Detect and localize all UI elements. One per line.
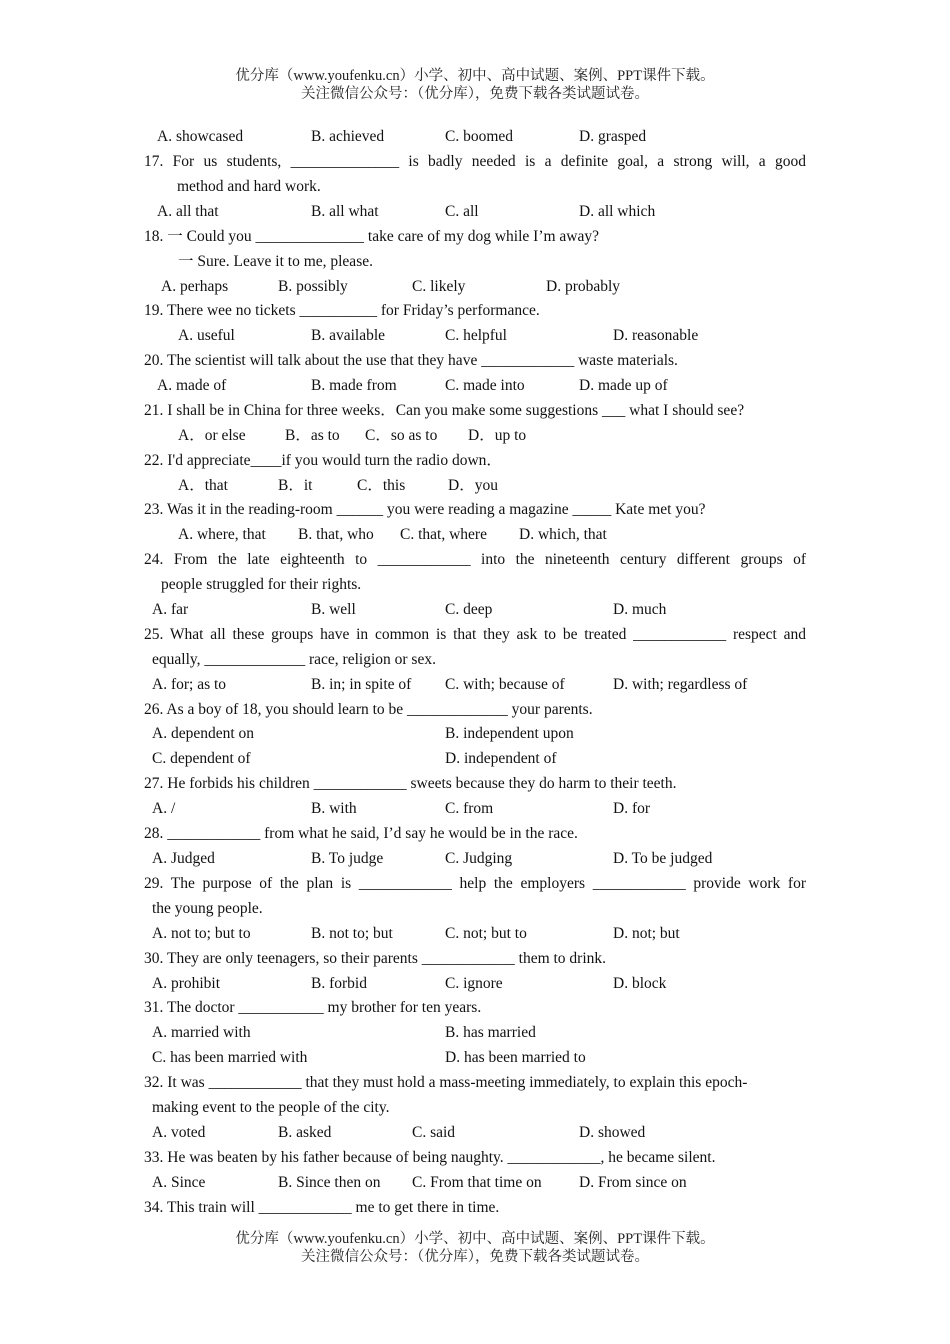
q32-option-d: D. showed — [579, 1124, 646, 1141]
header-line-1: 优分库（www.youfenku.cn）小学、初中、高中试题、案例、PPT课件下载。 — [235, 68, 715, 84]
q24-option-b: B. well — [311, 601, 356, 618]
q17-option-a: A. all that — [157, 203, 219, 220]
q23-option-b: B. that, who — [298, 526, 374, 543]
q29-option-b: B. not to; but — [311, 925, 393, 942]
q32-option-b: B. asked — [278, 1124, 332, 1141]
q32-stem-line-2: making event to the people of the city. — [152, 1099, 390, 1116]
q25-stem-line-2: equally, _____________ race, religion or sex. — [152, 651, 436, 668]
footer-line-2: 关注微信公众号：（优分库），免费下载各类试题试卷。 — [301, 1249, 649, 1265]
q31-option-b: B. has married — [445, 1024, 536, 1041]
q28-stem-line-1: 28. ____________ from what he said, I’d say he would be in the race. — [144, 825, 578, 842]
q29-stem-line-1: 29. The purpose of the plan is ____________ help the employers ____________ provide work for — [144, 875, 806, 892]
q20-option-c: C. made into — [445, 377, 525, 394]
q18-option-a: A. perhaps — [161, 278, 229, 295]
q26-option-a: A. dependent on — [152, 725, 255, 742]
q31-option-d: D. has been married to — [445, 1049, 586, 1066]
q19-option-d: D. reasonable — [613, 327, 699, 344]
page-footer — [0, 1230, 950, 1266]
q26-stem-line-1: 26. As a boy of 18, you should learn to be _____________ your parents. — [144, 701, 593, 718]
q28-option-b: B. To judge — [311, 850, 384, 867]
q33-option-c: C. From that time on — [412, 1174, 542, 1191]
q25-option-a: A. for; as to — [152, 676, 227, 693]
q29-stem-line-2: the young people. — [152, 900, 263, 917]
q17-stem-line-1: 17. For us students, ______________ is badly needed is a definite goal, a strong will, a good — [144, 153, 806, 170]
q25-option-b: B. in; in spite of — [311, 676, 412, 693]
q31-option-c: C. has been married with — [152, 1049, 308, 1066]
q18-stem-line-2: 一 Sure. Leave it to me, please. — [178, 253, 373, 270]
q24-stem-line-2: people struggled for their rights. — [161, 576, 362, 593]
q31-option-a: A. married with — [152, 1024, 251, 1041]
q20-option-d: D. made up of — [579, 377, 668, 394]
q26-option-b: B. independent upon — [445, 725, 574, 742]
q30-option-b: B. forbid — [311, 975, 367, 992]
q19-stem-line-1: 19. There wee no tickets __________ for Friday’s performance. — [144, 302, 540, 319]
q33-stem-line-1: 33. He was beaten by his father because of being naughty. ____________, he became silent. — [144, 1149, 716, 1166]
q33-option-a: A. Since — [152, 1174, 206, 1191]
page-header — [0, 67, 950, 103]
q21-stem-line-1: 21. I shall be in China for three weeks．Can you make some suggestions ___ what I should see? — [144, 402, 745, 419]
q21-option-b: B．as to — [285, 427, 340, 444]
q18-option-c: C. likely — [412, 278, 466, 295]
q16-option-d: D. grasped — [579, 128, 647, 145]
q27-stem-line-1: 27. He forbids his children ____________ sweets because they do harm to their teeth. — [144, 775, 677, 792]
q30-stem-line-1: 30. They are only teenagers, so their parents ____________ them to drink. — [144, 950, 607, 967]
q27-option-a: A. / — [152, 800, 176, 817]
q24-stem-line-1: 24. From the late eighteenth to ____________ into the nineteenth century different groups of — [144, 551, 806, 568]
footer-line-1: 优分库（www.youfenku.cn）小学、初中、高中试题、案例、PPT课件下载。 — [235, 1231, 715, 1247]
q19-option-c: C. helpful — [445, 327, 507, 344]
q18-stem-line-1: 18. 一 Could you ______________ take care of my dog while I’m away? — [144, 228, 600, 245]
q28-option-c: C. Judging — [445, 850, 513, 867]
q25-option-c: C. with; because of — [445, 676, 565, 693]
q22-option-b: B．it — [278, 477, 313, 494]
q22-option-d: D．you — [448, 477, 498, 494]
q28-option-d: D. To be judged — [613, 850, 713, 867]
q19-option-a: A. useful — [178, 327, 235, 344]
q21-option-c: C．so as to — [365, 427, 438, 444]
q32-option-c: C. said — [412, 1124, 456, 1141]
q22-option-a: A．that — [178, 477, 228, 494]
q18-option-b: B. possibly — [278, 278, 348, 295]
q17-option-c: C. all — [445, 203, 479, 220]
q27-option-c: C. from — [445, 800, 494, 817]
q29-option-c: C. not; but to — [445, 925, 527, 942]
q18-option-d: D. probably — [546, 278, 621, 295]
q26-option-c: C. dependent of — [152, 750, 251, 767]
q33-option-d: D. From since on — [579, 1174, 687, 1191]
q17-option-b: B. all what — [311, 203, 379, 220]
q23-option-a: A. where, that — [178, 526, 266, 543]
q23-stem-line-1: 23. Was it in the reading-room ______ you were reading a magazine _____ Kate met you? — [144, 501, 706, 518]
q28-option-a: A. Judged — [152, 850, 215, 867]
q23-option-d: D. which, that — [519, 526, 607, 543]
q17-option-d: D. all which — [579, 203, 656, 220]
q29-option-d: D. not; but — [613, 925, 680, 942]
q24-option-d: D. much — [613, 601, 667, 618]
q23-option-c: C. that, where — [400, 526, 487, 543]
q32-option-a: A. voted — [152, 1124, 206, 1141]
q19-option-b: B. available — [311, 327, 386, 344]
q21-option-d: D．up to — [468, 427, 527, 444]
q30-option-d: D. block — [613, 975, 667, 992]
q24-option-c: C. deep — [445, 601, 493, 618]
q25-stem-line-1: 25. What all these groups have in common is that they ask to be treated ____________ respect and — [144, 626, 806, 643]
q20-stem-line-1: 20. The scientist will talk about the use that they have ____________ waste materials. — [144, 352, 678, 369]
q16-option-b: B. achieved — [311, 128, 385, 145]
q27-option-d: D. for — [613, 800, 651, 817]
q16-option-c: C. boomed — [445, 128, 514, 145]
q25-option-d: D. with; regardless of — [613, 676, 748, 693]
header-line-2: 关注微信公众号：（优分库），免费下载各类试题试卷。 — [301, 86, 649, 102]
q31-stem-line-1: 31. The doctor ___________ my brother for ten years. — [144, 999, 482, 1016]
q27-option-b: B. with — [311, 800, 357, 817]
q16-option-a: A. showcased — [157, 128, 244, 145]
q20-option-a: A. made of — [157, 377, 227, 394]
q26-option-d: D. independent of — [445, 750, 557, 767]
q30-option-c: C. ignore — [445, 975, 503, 992]
q32-stem-line-1: 32. It was ____________ that they must hold a mass-meeting immediately, to explain this epoch- — [144, 1074, 748, 1091]
q30-option-a: A. prohibit — [152, 975, 221, 992]
q34-stem-line-1: 34. This train will ____________ me to get there in time. — [144, 1199, 500, 1216]
q20-option-b: B. made from — [311, 377, 397, 394]
q24-option-a: A. far — [152, 601, 189, 618]
q21-option-a: A．or else — [178, 427, 246, 444]
q17-stem-line-2: method and hard work. — [177, 178, 321, 195]
q22-option-c: C．this — [357, 477, 406, 494]
q29-option-a: A. not to; but to — [152, 925, 251, 942]
q22-stem-line-1: 22. I'd appreciate____if you would turn the radio down． — [144, 452, 502, 469]
q33-option-b: B. Since then on — [278, 1174, 381, 1191]
